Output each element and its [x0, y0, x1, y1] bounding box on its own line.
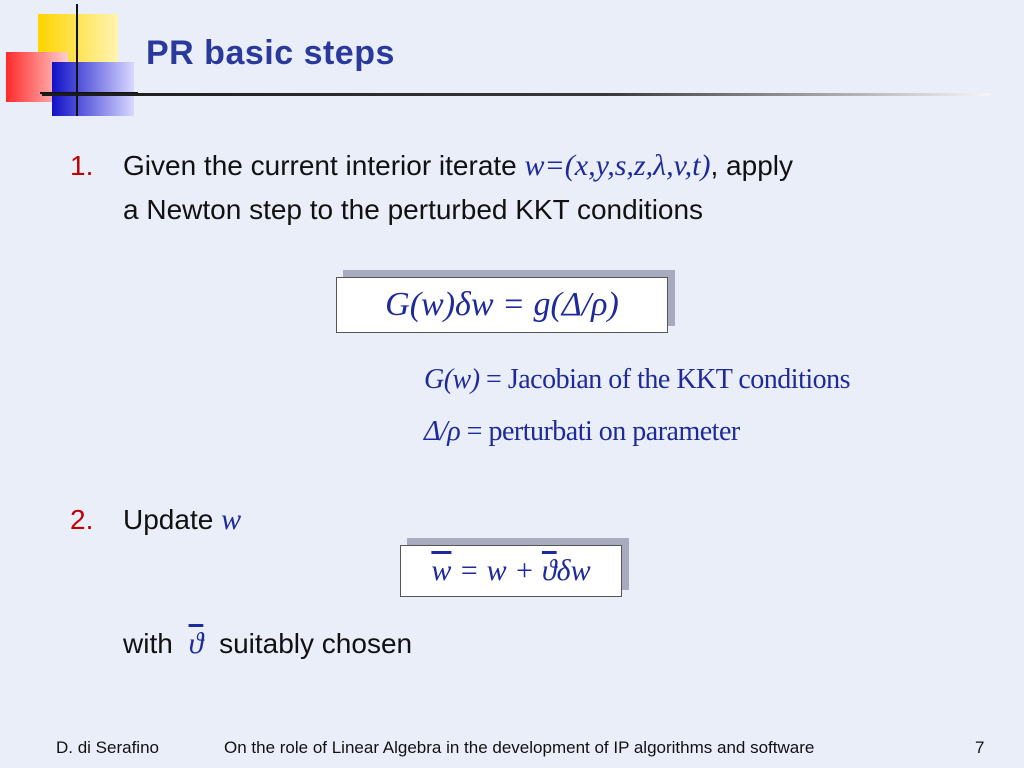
step-1-line-1 — [123, 144, 793, 188]
definition-perturbation-rhs: = perturbati on parameter — [466, 416, 740, 447]
definition-perturbation — [424, 416, 740, 448]
step-1-text-after: , apply — [710, 150, 793, 181]
update-lhs: $\overline{w}$ — [431, 554, 452, 587]
definition-jacobian-rhs: = Jacobian of the KKT conditions — [486, 364, 851, 395]
logo-blue-square — [52, 62, 134, 116]
footer-talk-title: On the role of Linear Algebra in the development of IP algorithms and software — [224, 738, 815, 757]
update-mid: = w + — [451, 554, 542, 587]
step-2-note — [123, 622, 412, 666]
logo-vertical-line — [76, 4, 78, 116]
newton-equation-box: G(w)δw = g(Δ/ρ) — [336, 277, 668, 333]
theta-bar-symbol: $\overline{ϑ}$ — [188, 627, 204, 660]
step-1-line-2: a Newton step to the perturbed KKT conditions — [123, 194, 704, 225]
step-1-text-before: Given the current interior iterate — [123, 150, 525, 181]
definition-jacobian — [424, 364, 850, 396]
suffix-text: suitably chosen — [219, 628, 413, 659]
update-theta: $\overline{ϑ}$ — [541, 554, 557, 587]
step-1-number: 1. — [70, 150, 94, 181]
slide-logo — [0, 0, 140, 120]
with-text: with — [123, 628, 173, 659]
step-2-line — [123, 498, 241, 542]
step-2-var: w — [221, 503, 242, 536]
title-underline — [42, 93, 990, 96]
step-2-number: 2. — [70, 504, 94, 535]
update-equation-box — [400, 545, 622, 597]
definition-perturbation-lhs: Δ/ρ — [424, 416, 461, 447]
slide-title: PR basic steps — [146, 34, 395, 72]
footer-author: D. di Serafino — [56, 738, 159, 757]
iterate-vector: w=(x,y,s,z,λ,v,t) — [524, 149, 711, 182]
definition-jacobian-lhs: G(w) — [424, 364, 480, 395]
step-2-text: Update — [123, 504, 222, 535]
update-end: δw — [556, 554, 591, 587]
footer-page-number: 7 — [975, 738, 985, 757]
